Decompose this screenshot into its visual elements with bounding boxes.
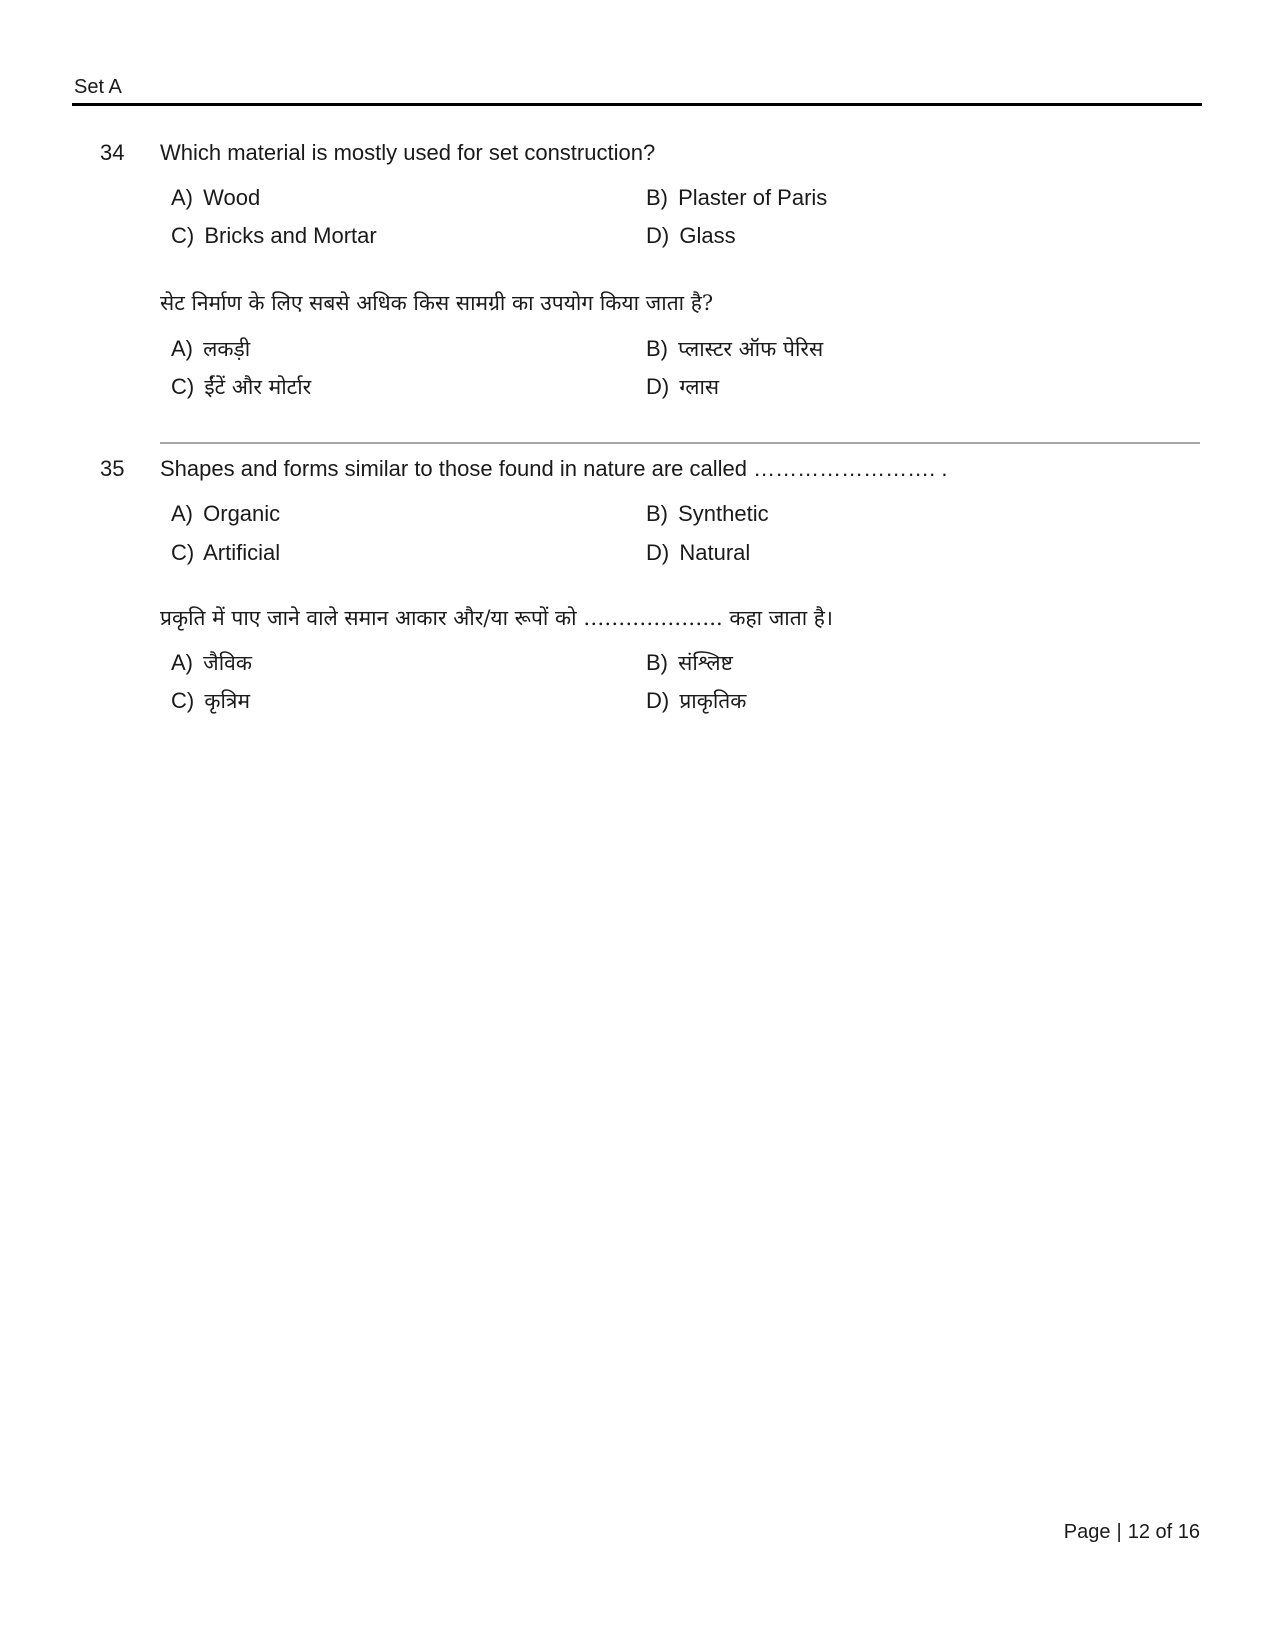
question-text-hindi: सेट निर्माण के लिए सबसे अधिक किस सामग्री का उपयोग किया जाता है?: [160, 291, 714, 315]
option-d-hindi: [646, 688, 746, 714]
option-text: प्राकृतिक: [679, 689, 747, 713]
option-letter: D): [646, 688, 670, 713]
option-text: ईंटें और मोर्टार: [204, 375, 312, 399]
option-text: Organic: [203, 501, 281, 526]
question-divider: [160, 442, 1200, 444]
option-letter: C): [171, 223, 195, 248]
page-word: Page: [1063, 1521, 1111, 1543]
header-divider: [72, 103, 1202, 106]
option-letter: A): [171, 336, 193, 361]
option-c-hindi: [171, 374, 311, 400]
option-d-english: [646, 540, 750, 566]
option-letter: C): [171, 374, 195, 399]
page-footer: [1064, 1520, 1200, 1544]
option-letter: B): [646, 501, 668, 526]
question-text-english: Shapes and forms similar to those found in nature are called ……………………. .: [160, 456, 948, 481]
option-letter: B): [646, 336, 668, 361]
option-text: Glass: [679, 223, 736, 248]
set-label: Set A: [74, 76, 122, 98]
option-text: कृत्रिम: [204, 689, 251, 713]
option-letter: B): [646, 650, 668, 675]
option-letter: A): [171, 185, 193, 210]
option-d-english: [646, 223, 736, 249]
option-text: Artificial: [203, 540, 281, 565]
option-text: Plaster of Paris: [678, 185, 828, 210]
option-text: संश्लिष्ट: [678, 651, 733, 675]
option-letter: C): [171, 688, 195, 713]
option-a-english: [171, 185, 260, 211]
footer-separator: |: [1116, 1521, 1122, 1543]
option-a-english: [171, 501, 280, 527]
option-text: Bricks and Mortar: [204, 223, 377, 248]
option-b-hindi: [646, 650, 733, 676]
page-number: 12 of 16: [1127, 1521, 1200, 1543]
option-a-hindi: [171, 336, 250, 362]
option-c-english: [171, 223, 377, 249]
question-text-hindi: प्रकृति में पाए जाने वाले समान आकार और/या रूपों को ……………….. कहा जाता है।: [160, 606, 833, 630]
option-a-hindi: [171, 650, 252, 676]
option-letter: C): [171, 540, 195, 565]
option-text: ग्लास: [679, 375, 720, 399]
option-text: जैविक: [203, 651, 252, 675]
option-letter: D): [646, 223, 670, 248]
option-text: लकड़ी: [203, 337, 251, 361]
option-letter: D): [646, 540, 670, 565]
option-text: Synthetic: [678, 501, 769, 526]
option-b-english: [646, 185, 827, 211]
option-text: Wood: [203, 185, 261, 210]
option-letter: B): [646, 185, 668, 210]
option-b-hindi: [646, 336, 823, 362]
question-number: 35: [100, 456, 125, 481]
option-c-english: [171, 540, 280, 566]
option-letter: A): [171, 501, 193, 526]
option-letter: A): [171, 650, 193, 675]
option-text: Natural: [679, 540, 751, 565]
option-letter: D): [646, 374, 670, 399]
option-c-hindi: [171, 688, 250, 714]
question-number: 34: [100, 140, 125, 165]
option-b-english: [646, 501, 769, 527]
option-d-hindi: [646, 374, 719, 400]
option-text: प्लास्टर ऑफ पेरिस: [678, 337, 824, 361]
question-text-english: Which material is mostly used for set construction?: [160, 140, 656, 165]
